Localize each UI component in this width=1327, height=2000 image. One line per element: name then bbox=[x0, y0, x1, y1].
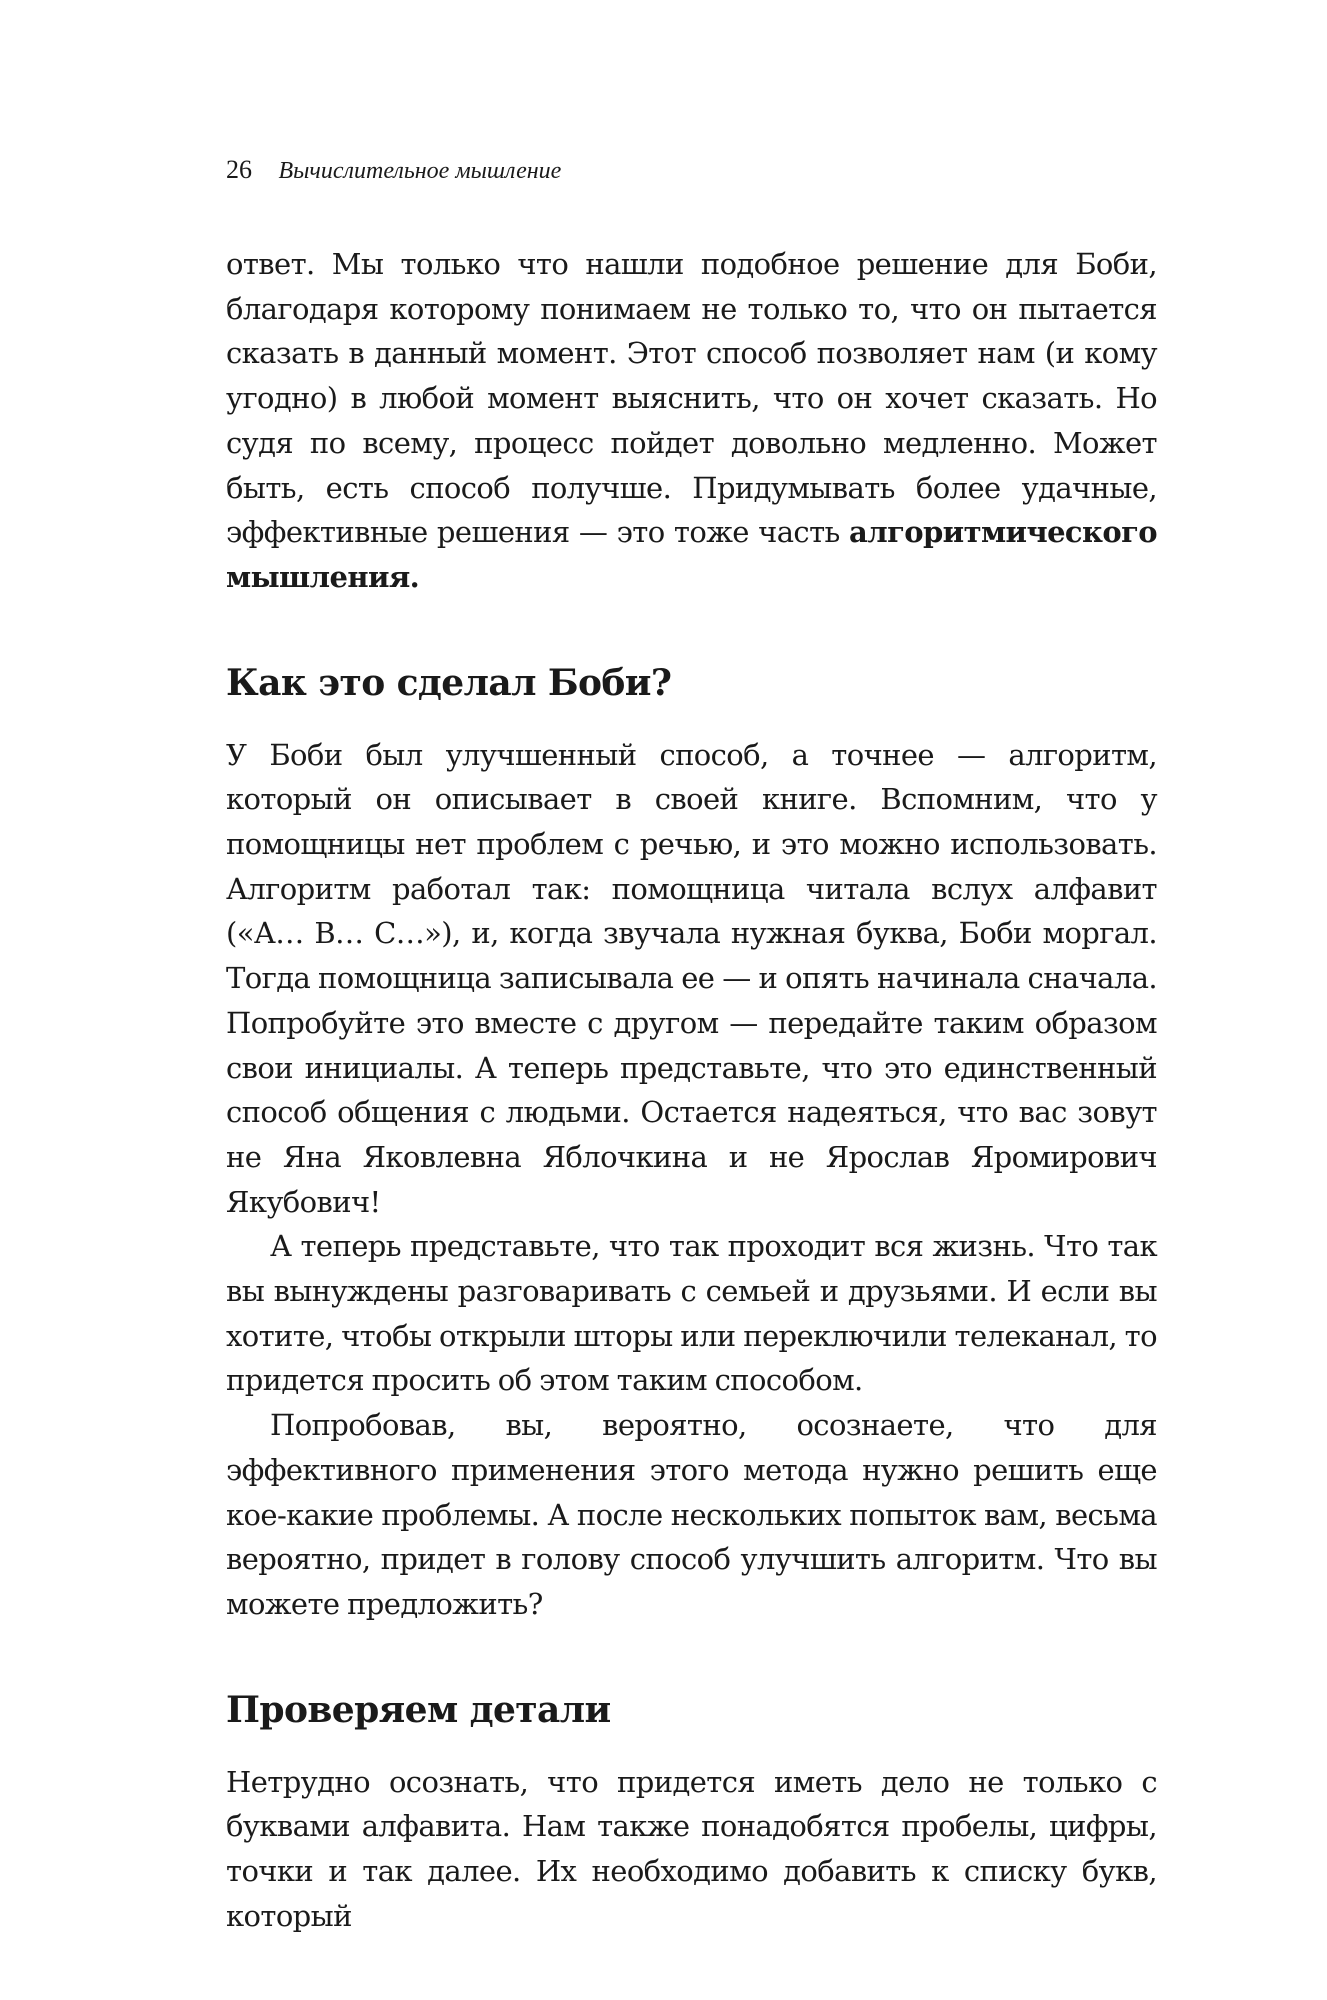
page-number: 26 bbox=[226, 155, 252, 184]
paragraph-continued bbox=[226, 242, 1157, 600]
section-heading-checking-details: Проверяем детали bbox=[226, 1688, 611, 1731]
running-head-title: Вычислительное мышление bbox=[278, 158, 562, 184]
paragraph-text: ответ. Мы только что нашли подобное решение для Боби, благодаря которому понимаем не только то, что он пытается сказать в данный момент. Этот способ позволяет нам (и кому угодно) в любой момент выяснить, что он хочет сказать. Но судя по всему, процесс пойдет довольно медленно. Может быть, есть способ получше. Придумывать более удачные, эффективные решения — это тоже часть bbox=[226, 247, 1157, 550]
book-page bbox=[226, 150, 1157, 1939]
bold-term: алгоритмического мышления. bbox=[226, 515, 1157, 594]
section-1-paragraph-1: У Боби был улучшенный способ, а точнее — алгоритм, который он описывает в своей книге. Вспомним, что у помощницы нет проблем с речью, и это можно использовать. Алгоритм работал так: помощница читала вслух алфавит («А… В… С…»), и, когда звучала нужная буква, Боби моргал. Тогда помощница записывала ее — и опять начинала сначала. Попробуйте это вместе с другом — передайте таким образом свои инициалы. А теперь представьте, что это единственный способ общения с людьми. Остается надеяться, что вас зовут не Яна Яковлевна Яблочкина и не Ярослав Яромирович Якубович! bbox=[226, 737, 1157, 1219]
section-heading-how-bobby-did-it: Как это сделал Боби? bbox=[226, 661, 672, 704]
section-1-paragraph-3: Попробовав, вы, вероятно, осознаете, что для эффективного применения этого метода нужно решить еще кое-какие проблемы. А после нескольких попыток вам, весьма вероятно, придет в голову способ улучшить алгоритм. Что вы можете предложить? bbox=[226, 1408, 1157, 1621]
section-1-paragraph-2: А теперь представьте, что так проходит вся жизнь. Что так вы вынуждены разговаривать с семьей и друзьями. И если вы хотите, чтобы открыли шторы или переключили телеканал, то придется просить об этом таким способом. bbox=[226, 1229, 1157, 1398]
section-2-paragraph-1: Нетрудно осознать, что придется иметь дело не только с буквами алфавита. Нам также понадобятся пробелы, цифры, точки и так далее. Их необходимо добавить к списку букв, который bbox=[226, 1764, 1157, 1933]
running-head bbox=[226, 150, 1157, 190]
